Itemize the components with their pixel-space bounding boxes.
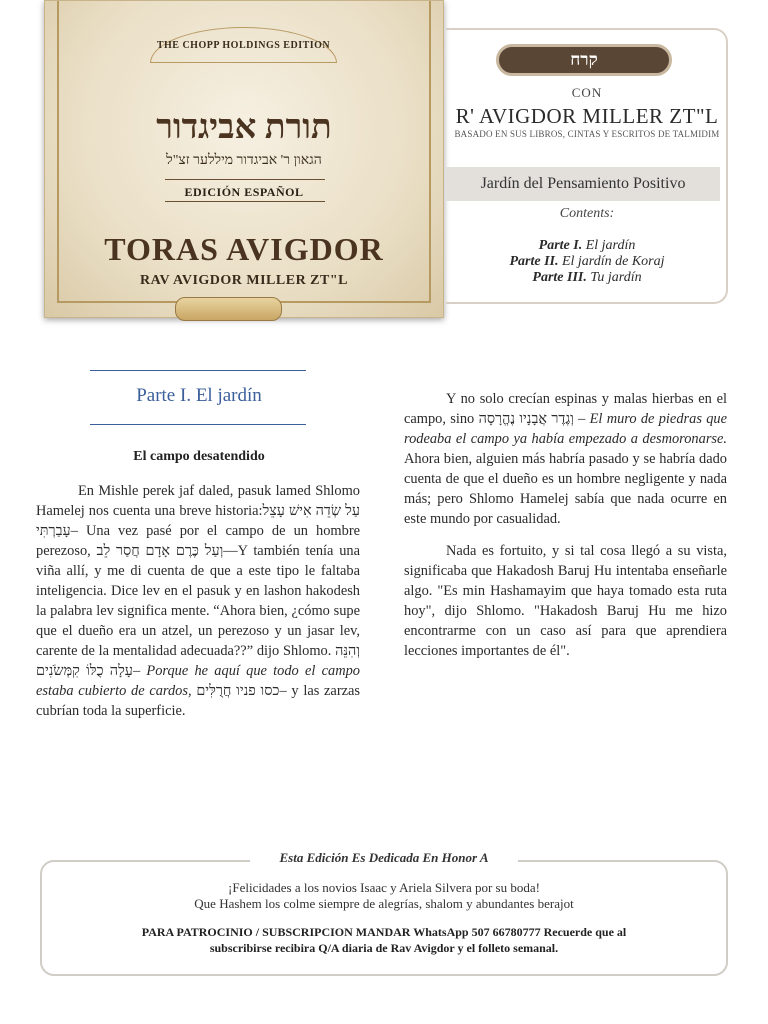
toc-part: Parte III.: [532, 270, 587, 285]
toc-title: El jardín de Koraj: [561, 254, 665, 269]
toc-part: Parte II.: [509, 254, 559, 269]
subheading: El campo desatendido: [133, 449, 265, 464]
contents-label: Contents:: [559, 206, 615, 221]
translation: El muro de piedras que rodeaba el campo ya había empezado a desmoronarse.: [404, 411, 727, 447]
paragraph: Nada es fortuito, y si tal cosa llegó a su vista, significaba que Hakadosh Baruj Hu intentaba enseñarle algo. "Es min Hashamayim que haya tomado esta ruta hoy", dijo Shlomo. "Hakadosh Baruj Hu me hizo encontrarme con un caso así para que aprendiera lecciones importantes de él".: [404, 543, 727, 659]
toc-part: Parte I.: [538, 238, 583, 253]
header-based-on: BASADO EN SUS LIBROS, CINTAS Y ESCRITOS DE TALMIDIM: [454, 129, 720, 139]
paragraph: En Mishle perek jaf daled, pasuk lamed Shlomo Hamelej nos cuenta una breve historia:עַל שְׂדֵה אִישׁ עָצֵל עָבַרְתִּי– Una vez pasé por el campo de un hombre perezoso, וְעַל כֶּרֶם אָדָם חֲסַר לֵב—Y también tenía una viña allí, y me di cuenta de que a este tipo le faltaba inteligencia. Dice lev en el pasuk y en lashon hakodesh la palabra lev significa mente. “Ahora bien, ¿cómo supe que el dueño era un atzel, un perezoso y un jasar lev, carente de la mentalidad adecuada??” dijo Shlomo. וְהִנֵּה עָלָה כֻלּוֹ קִמְּשֹׂנִים– Porque he aquí que todo el campo estaba cubierto de cardos, כסו פניו חֲרֻלִּים– y las zarzas cubrían toda la superficie.: [36, 483, 360, 719]
cover-title: TORAS AVIGDOR: [104, 231, 384, 267]
scroll-icon: [175, 297, 282, 321]
dedication-line: Que Hashem los colme siempre de alegrías, shalom y abundantes berajot: [194, 896, 574, 911]
article-column-right: [404, 389, 727, 661]
section-title: Parte I. El jardín: [136, 385, 262, 406]
dedication-title: Esta Edición Es Dedicada En Honor A: [250, 850, 518, 866]
section-divider: [90, 370, 306, 371]
cover-subtitle: RAV AVIGDOR MILLER ZT"L: [140, 273, 348, 288]
hebrew-quote: וְהִנֵּה עָלָה כֻלּוֹ קִמְּשֹׂנִים: [36, 643, 360, 679]
series-title: Jardín del Pensamiento Positivo: [446, 167, 720, 201]
toc-item[interactable]: [446, 238, 728, 254]
article-column-left: [36, 481, 360, 721]
rabbi-name: R' AVIGDOR MILLER ZT"L: [455, 104, 719, 128]
cover-edition-ribbon: THE CHOPP HOLDINGS EDITION: [150, 27, 337, 63]
paragraph: Y no solo crecían espinas y malas hierbas en el campo, sino וְגֶדֶר אֲבָנָיו נֶהֱרָסָה – El muro de piedras que rodeaba el campo ya había empezado a desmoronarse. Ahora bien, alguien más habría pasado y se habría dado cuenta de que el dueño es un hombre negligente y nada más; pero Shlomo Hamelej sabía que nada ocurre en este mundo por casualidad.: [404, 391, 727, 527]
parasha-badge: קרח: [496, 44, 672, 76]
dedication-box: [40, 860, 728, 976]
hebrew-quote: וְעַל כֶּרֶם אָדָם חֲסַר לֵב: [96, 543, 224, 559]
book-cover: [44, 0, 444, 318]
translation: Porque he aquí que todo el campo estaba cubierto de cardos,: [36, 663, 360, 699]
hebrew-quote: עַל שְׂדֵה אִישׁ עָצֵל עָבַרְתִּי: [36, 503, 360, 539]
dedication-line: ¡Felicidades a los novios Isaac y Ariela Silvera por su boda!: [228, 880, 540, 895]
toc-item[interactable]: [446, 270, 728, 286]
toc-title: El jardín: [585, 238, 636, 253]
cover-divider: [165, 201, 325, 202]
cover-edition: EDICIÓN ESPAÑOL: [184, 185, 304, 199]
section-divider: [90, 424, 306, 425]
toc-title: Tu jardín: [590, 270, 642, 285]
toc-item[interactable]: [446, 254, 728, 270]
header-con: CON: [571, 85, 603, 100]
subscription-info: PARA PATROCINIO / SUBSCRIPCION MANDAR WhatsApp 507 66780777 Recuerde que al subscribirse recibira Q/A diaria de Rav Avigdor y el folleto semanal.: [141, 925, 627, 955]
hebrew-quote: וְגֶדֶר אֲבָנָיו נֶהֱרָסָה: [478, 411, 574, 427]
cover-divider: [165, 179, 325, 180]
hebrew-quote: כסו פניו חֲרֻלִּים: [196, 683, 280, 699]
cover-hebrew-title: תורת אביגדור: [156, 109, 332, 146]
cover-hebrew-subtitle: הגאון ר' אביגדור מיללער זצ"ל: [166, 153, 322, 168]
